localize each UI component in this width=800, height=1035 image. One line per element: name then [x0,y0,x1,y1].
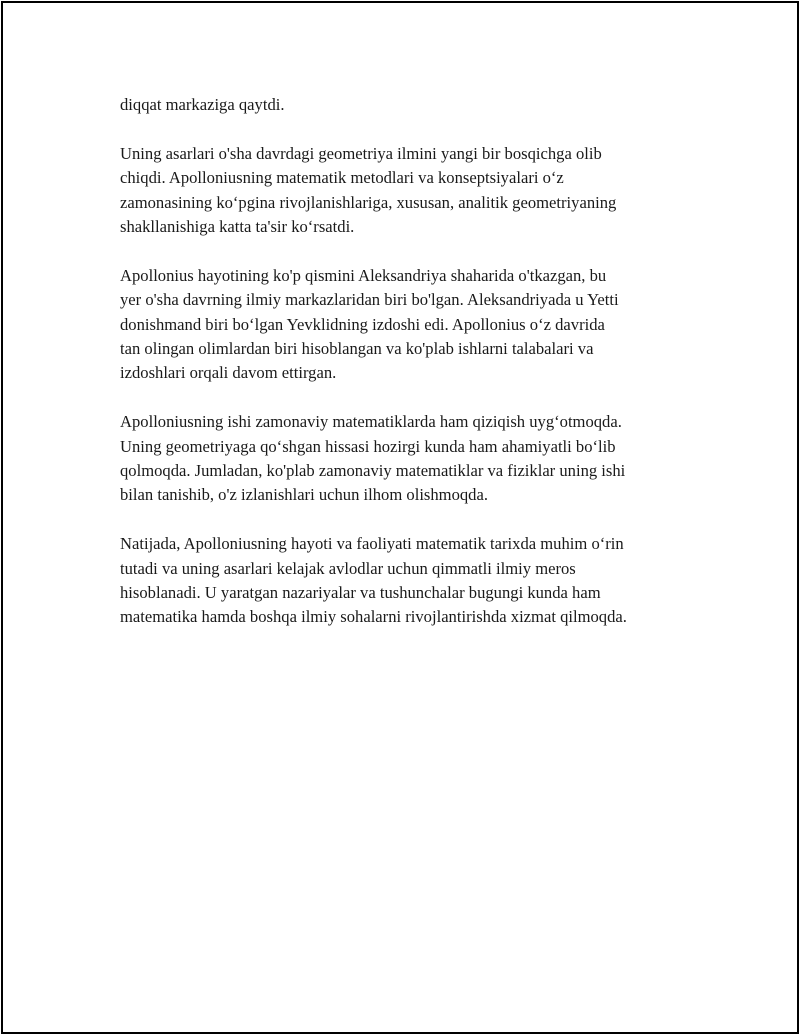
paragraph-2: Uning asarlari o'sha davrdagi geometriya ilmini yangi bir bosqichga olib chiqdi. Apolloniusning matematik metodlari va konseptsiyalari o‘z zamonasining ko‘pgina rivojlanishlariga, xususan, analitik geometriyaning shakllanishiga katta ta'sir ko‘rsatdi. [120,143,617,237]
document-body [120,93,700,654]
paragraph-1: diqqat markaziga qaytdi. [120,95,285,114]
paragraph-5: Natijada, Apolloniusning hayoti va faoliyati matematik tarixda muhim o‘rin tutadi va uning asarlari kelajak avlodlar uchun qimmatli ilmiy meros hisoblanadi. U yaratgan nazariyalar va tushunchalar bugungi kunda ham matematika hamda boshqa ilmiy sohalarni rivojlantirishda xizmat qilmoqda. [120,534,627,627]
paragraph-4: Apolloniusning ishi zamonaviy matematiklarda ham qiziqish uyg‘otmoqda. Uning geometriyaga qo‘shgan hissasi hozirgi kunda ham ahamiyatli bo‘lib qolmoqda. Jumladan, ko'plab zamonaviy matematiklar va fiziklar uning ishi bilan tanishib, o'z izlanishlari uchun ilhom olishmoqda. [120,412,626,505]
document-page [1,1,799,1034]
paragraph-3: Apollonius hayotining ko'p qismini Aleksandriya shaharida o'tkazgan, bu yer o'sha davrning ilmiy markazlaridan biri bo'lgan. Aleksandriyada u Yetti donishmand biri bo‘lgan Yevklidning izdoshi edi. Apollonius o‘z davrida tan olingan olimlardan biri hisoblangan va ko'plab ishlarni talabalari va izdoshlari orqali davom ettirgan. [120,265,619,383]
